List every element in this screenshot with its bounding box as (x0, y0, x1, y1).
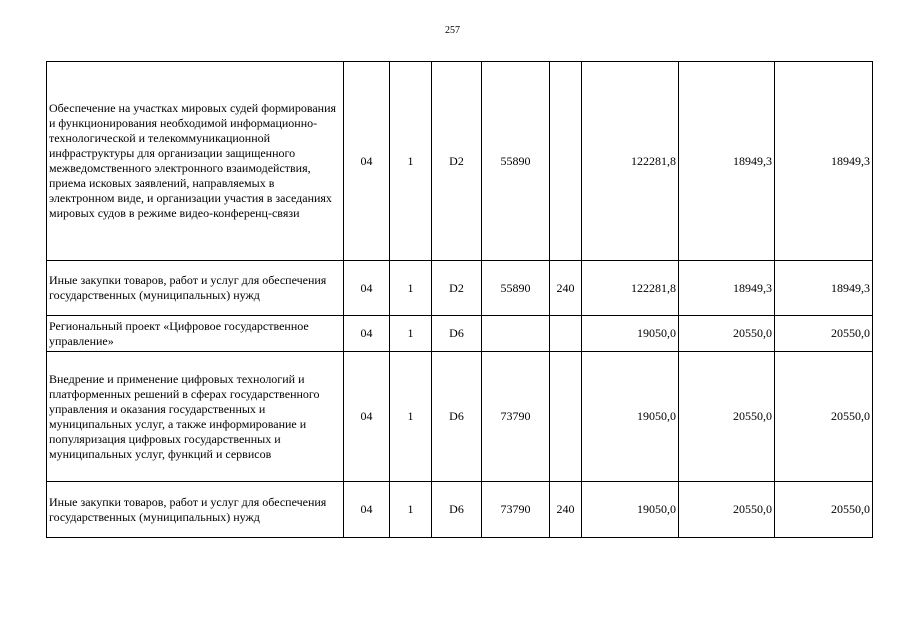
program-cell: 1 (390, 352, 432, 482)
table-row (47, 316, 873, 352)
expense-type-cell: 240 (550, 482, 582, 538)
program-cell: 1 (390, 261, 432, 316)
amount-2-cell: 20550,0 (679, 316, 775, 352)
budget-table (46, 61, 873, 538)
code-cell: 73790 (482, 482, 550, 538)
code-cell: 55890 (482, 62, 550, 261)
section-cell: 04 (344, 261, 390, 316)
amount-1-cell: 19050,0 (582, 352, 679, 482)
expense-type-cell (550, 352, 582, 482)
code-cell: 73790 (482, 352, 550, 482)
amount-3-cell: 20550,0 (775, 482, 873, 538)
program-cell: 1 (390, 62, 432, 261)
row-name: Иные закупки товаров, работ и услуг для обеспечения государственных (муниципальных) нужд (47, 261, 344, 316)
amount-1-cell: 19050,0 (582, 482, 679, 538)
row-name: Региональный проект «Цифровое государственное управление» (47, 316, 344, 352)
program-cell: 1 (390, 316, 432, 352)
subprogram-cell: D6 (432, 482, 482, 538)
subprogram-cell: D6 (432, 316, 482, 352)
amount-2-cell: 20550,0 (679, 352, 775, 482)
expense-type-cell: 240 (550, 261, 582, 316)
row-name: Иные закупки товаров, работ и услуг для обеспечения государственных (муниципальных) нужд (47, 482, 344, 538)
table-row (47, 482, 873, 538)
amount-1-cell: 122281,8 (582, 261, 679, 316)
table-row (47, 62, 873, 261)
subprogram-cell: D2 (432, 62, 482, 261)
amount-2-cell: 20550,0 (679, 482, 775, 538)
amount-3-cell: 20550,0 (775, 352, 873, 482)
subprogram-cell: D2 (432, 261, 482, 316)
program-cell: 1 (390, 482, 432, 538)
table-row (47, 261, 873, 316)
section-cell: 04 (344, 482, 390, 538)
amount-1-cell: 19050,0 (582, 316, 679, 352)
amount-3-cell: 20550,0 (775, 316, 873, 352)
code-cell: 55890 (482, 261, 550, 316)
row-name: Обеспечение на участках мировых судей формирования и функционирования необходимой информационно-технологической и телекоммуникационной инфраструктуры для организации защищенного межведомственного электронного взаимодействия, приема исковых заявлений, направляемых в электронном виде, и организации участия в заседаниях мировых судов в режиме видео-конференц-связи (47, 62, 344, 261)
section-cell: 04 (344, 62, 390, 261)
subprogram-cell: D6 (432, 352, 482, 482)
row-name: Внедрение и применение цифровых технологий и платформенных решений в сферах государственного управления и оказания государственных и муниципальных услуг, а также информирование и популяризация цифровых государственных и муниципальных услуг, функций и сервисов (47, 352, 344, 482)
page-number: 257 (445, 25, 460, 36)
expense-type-cell (550, 62, 582, 261)
amount-2-cell: 18949,3 (679, 261, 775, 316)
table-row (47, 352, 873, 482)
amount-3-cell: 18949,3 (775, 261, 873, 316)
code-cell (482, 316, 550, 352)
amount-1-cell: 122281,8 (582, 62, 679, 261)
section-cell: 04 (344, 352, 390, 482)
expense-type-cell (550, 316, 582, 352)
amount-3-cell: 18949,3 (775, 62, 873, 261)
amount-2-cell: 18949,3 (679, 62, 775, 261)
section-cell: 04 (344, 316, 390, 352)
